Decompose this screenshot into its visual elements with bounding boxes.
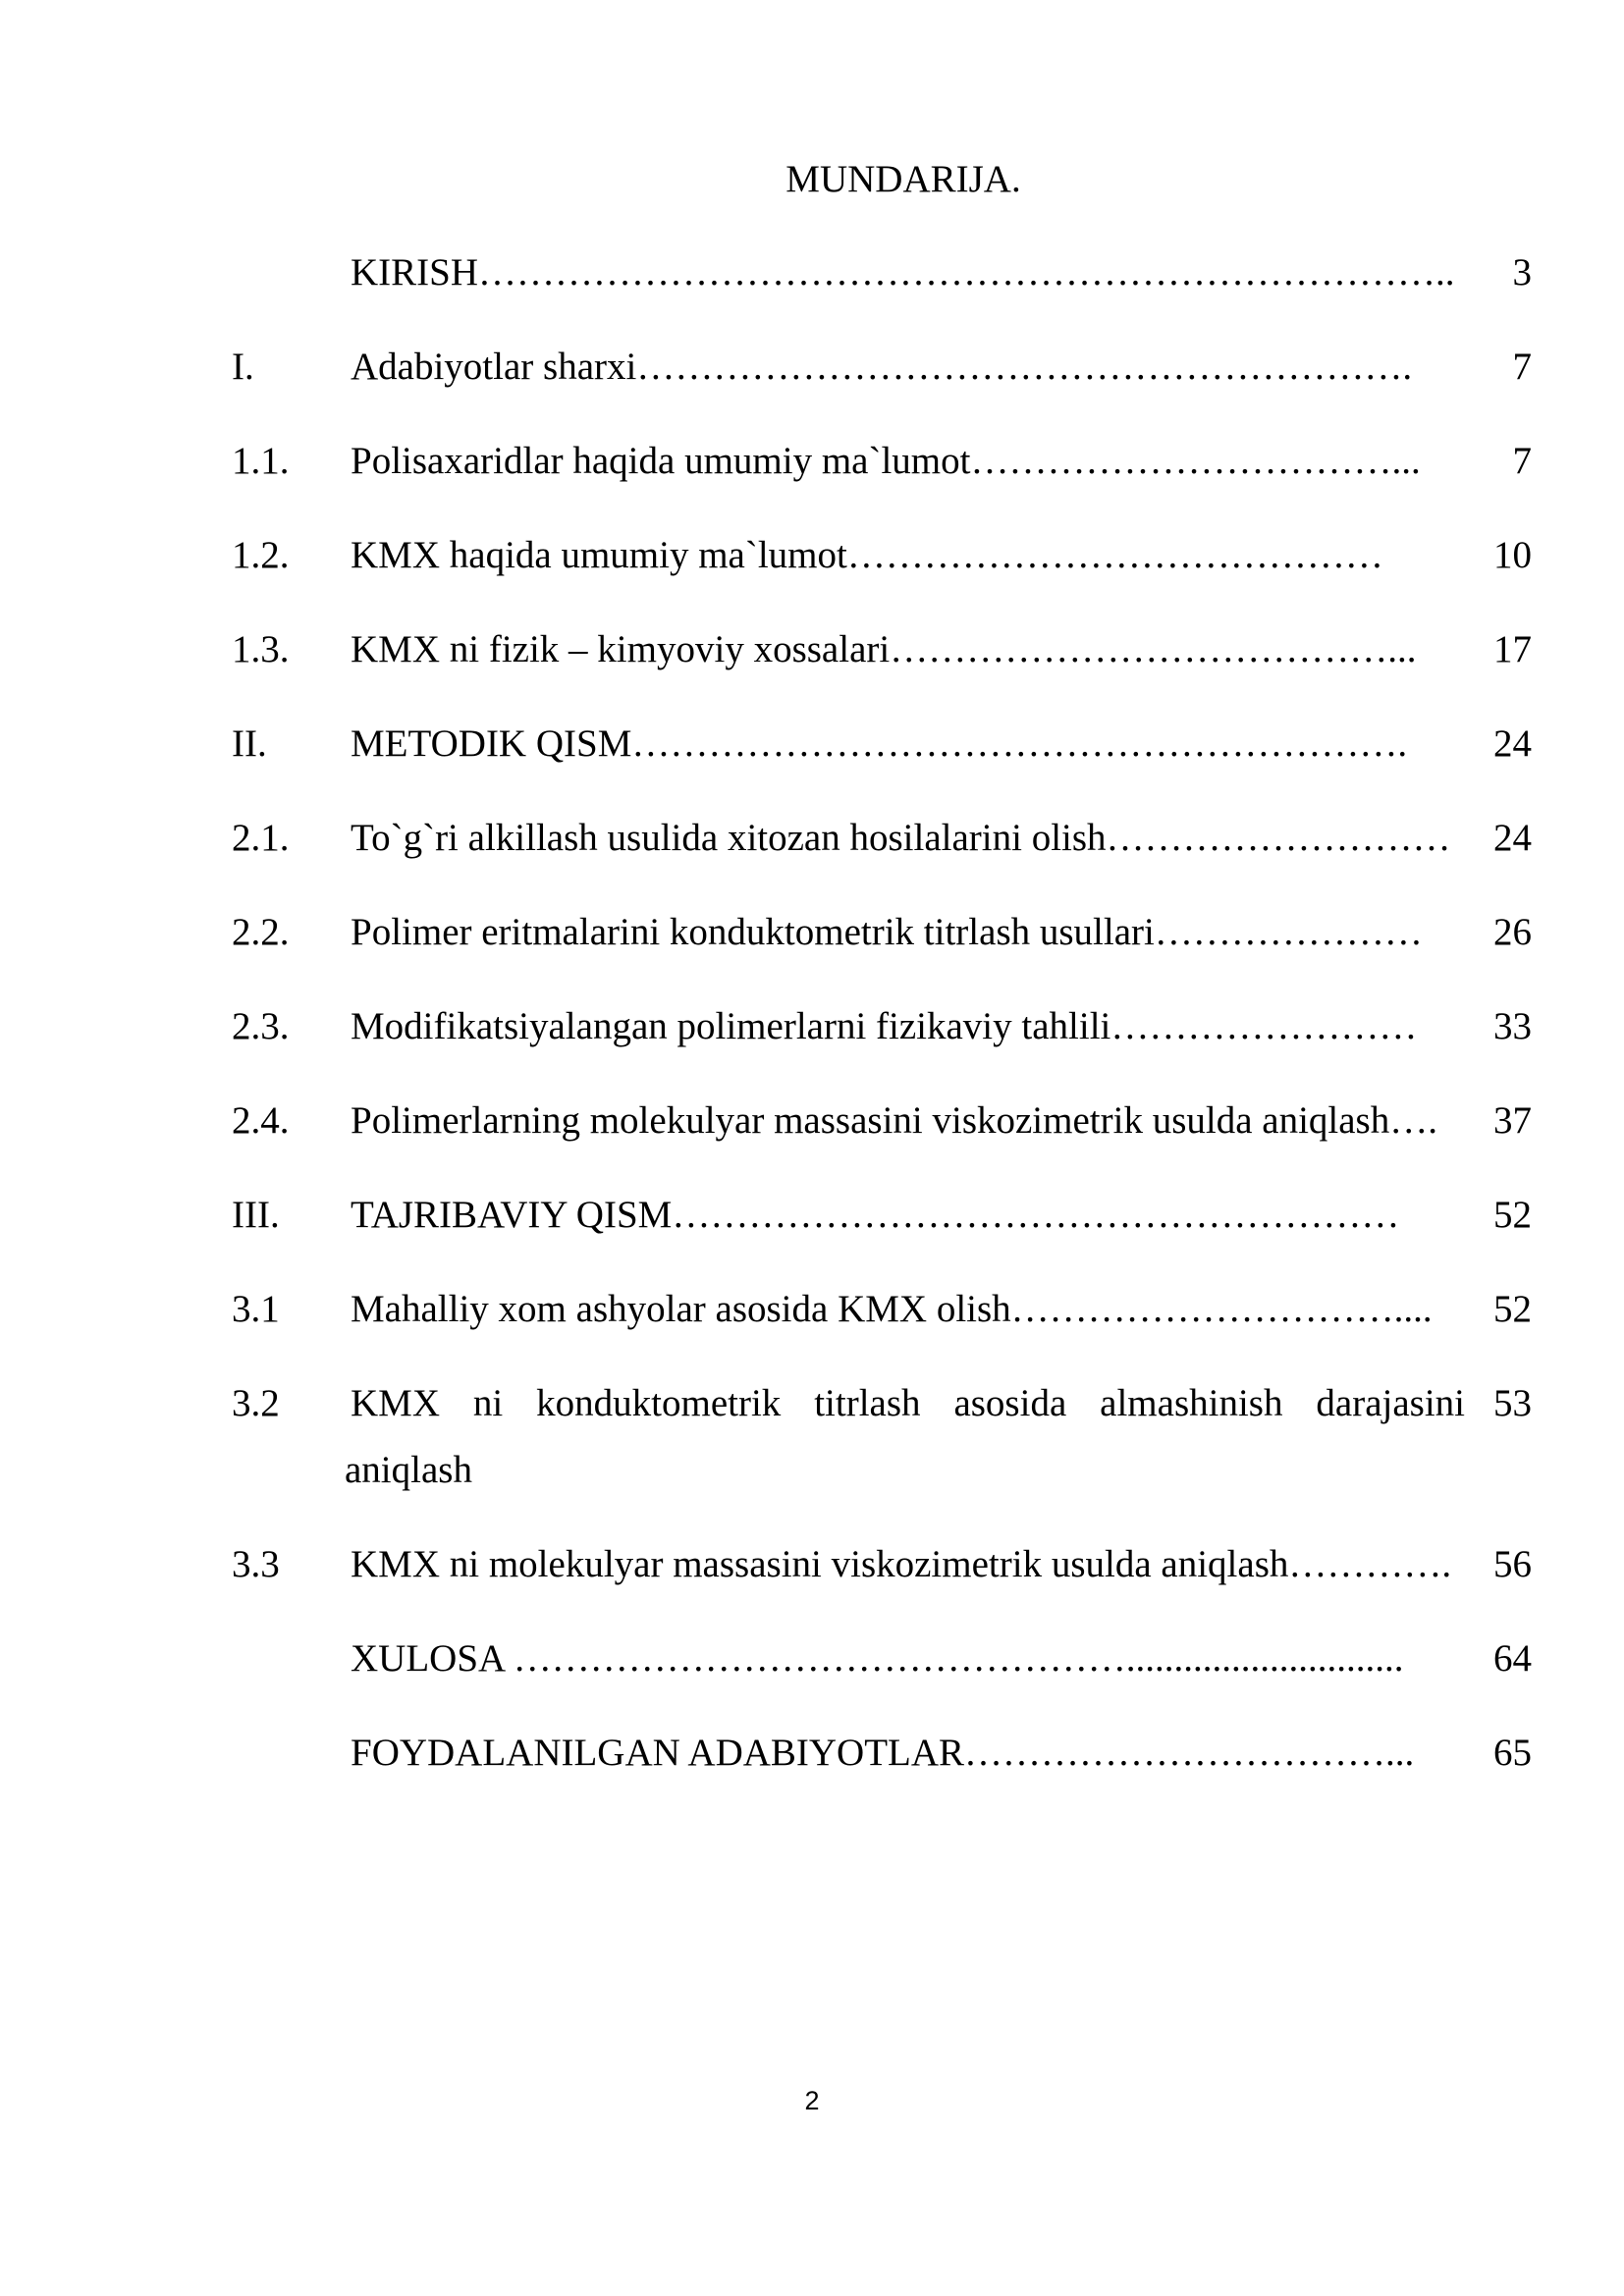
toc-entry-title: FOYDALANILGAN ADABIYOTLAR……………………………... <box>351 1732 1415 1774</box>
toc-entry-number: III. <box>232 1194 280 1236</box>
toc-entry-title: KMX ni fizik – kimyoviy xossalari…………………………………... <box>351 628 1417 670</box>
toc-entry-page: 24 <box>1493 722 1532 765</box>
toc-entry-page: 17 <box>1493 628 1532 670</box>
toc-entry-page: 33 <box>1493 1005 1532 1047</box>
toc-entry-title: TAJRIBAVIY QISM………………………………………………… <box>351 1194 1400 1236</box>
toc-entry-number: 2.2. <box>232 911 290 953</box>
toc-entry-title: To`g`ri alkillash usulida xitozan hosilalarini olish……………………… <box>351 817 1451 859</box>
toc-entry-title: METODIK QISM……………………………………………………. <box>351 722 1408 765</box>
toc-entry-title: KIRISH………………………………………………………………….. <box>351 251 1455 294</box>
toc-entry-page: 26 <box>1493 911 1532 953</box>
toc-entry-page: 52 <box>1493 1288 1532 1330</box>
toc-entry-title: Polimer eritmalarini konduktometrik titrlash usullari………………… <box>351 911 1423 953</box>
toc-entry-title-continuation: aniqlash <box>345 1449 472 1491</box>
toc-entry-page: 52 <box>1493 1194 1532 1236</box>
toc-entry-number: 3.2 <box>232 1382 280 1424</box>
toc-entry-page: 7 <box>1512 346 1532 388</box>
toc-entry-page: 37 <box>1493 1099 1532 1142</box>
toc-entry-number: II. <box>232 722 267 765</box>
toc-entry-number: 3.1 <box>232 1288 280 1330</box>
toc-entry-page: 56 <box>1493 1543 1532 1585</box>
toc-entry-number: 1.1. <box>232 440 290 482</box>
toc-entry-page: 3 <box>1512 251 1532 294</box>
toc-entry-title: Adabiyotlar sharxi……………………………………………………. <box>351 346 1413 388</box>
toc-entry-page: 7 <box>1512 440 1532 482</box>
toc-entry-number: 2.3. <box>232 1005 290 1047</box>
toc-entry-page: 24 <box>1493 817 1532 859</box>
toc-entry-title: KMX ni molekulyar massasini viskozimetrik usulda aniqlash…………. <box>351 1543 1452 1585</box>
toc-entry <box>0 1376 1624 1504</box>
toc-entry-number: I. <box>232 346 254 388</box>
toc-entry-number: 1.3. <box>232 628 290 670</box>
toc-entry-page: 10 <box>1493 534 1532 576</box>
toc-entry-number: 1.2. <box>232 534 290 576</box>
toc-entry-title: Mahalliy xom ashyolar asosida KMX olish………………………….... <box>351 1288 1433 1330</box>
toc-entry-title: Polimerlarning molekulyar massasini viskozimetrik usulda aniqlash…. <box>351 1099 1437 1142</box>
toc-entry-title: Modifikatsiyalangan polimerlarni fizikaviy tahlili…………………… <box>351 1005 1418 1047</box>
toc-entry-page: 64 <box>1493 1637 1532 1680</box>
toc-entry-title: KMX ni konduktometrik titrlash asosida almashinish darajasini <box>351 1382 1465 1424</box>
toc-entry-number: 2.4. <box>232 1099 290 1142</box>
page-number-footer: 2 <box>804 2086 820 2115</box>
toc-entry-page: 53 <box>1493 1382 1532 1424</box>
toc-entry-number: 2.1. <box>232 817 290 859</box>
toc-entry-page: 65 <box>1493 1732 1532 1774</box>
toc-entry-title: KMX haqida umumiy ma`lumot…………………………………… <box>351 534 1383 576</box>
toc-entry-title: Polisaxaridlar haqida umumiy ma`lumot……………………………... <box>351 440 1421 482</box>
page-title: MUNDARIJA. <box>785 158 1021 200</box>
toc-entry-title: XULOSA …………………………………………............................. <box>351 1637 1404 1680</box>
toc-entry-number: 3.3 <box>232 1543 280 1585</box>
